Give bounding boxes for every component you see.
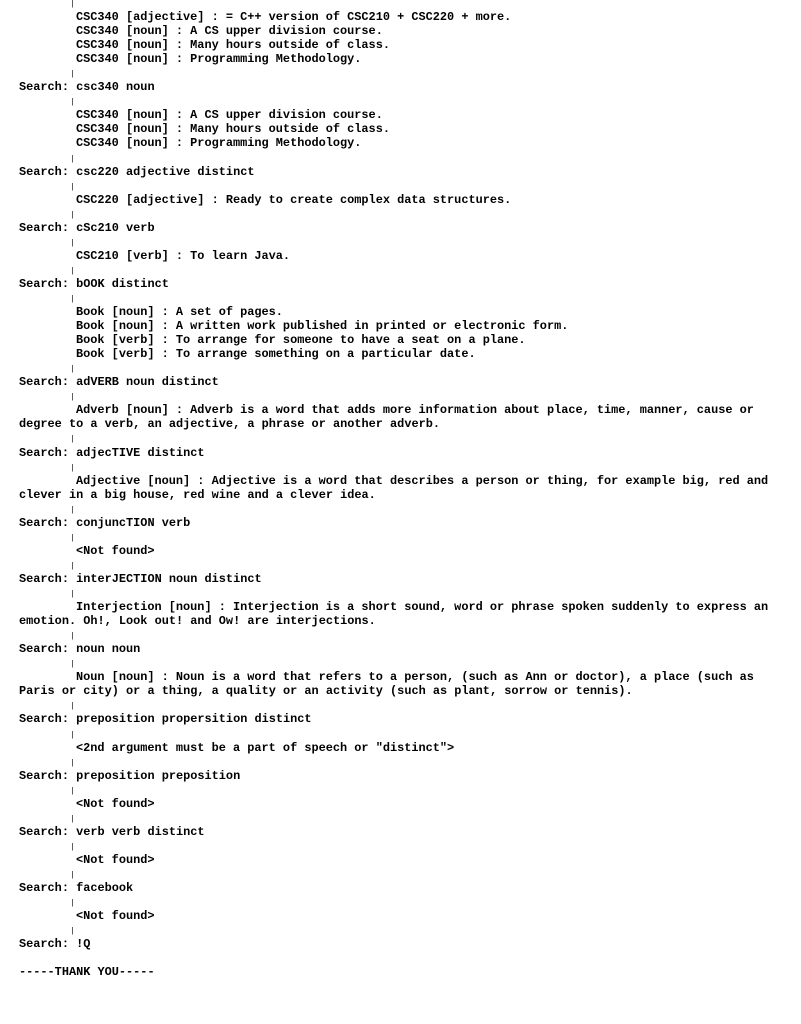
separator-bar: | xyxy=(70,730,75,740)
separator-bar: | xyxy=(70,660,75,670)
result-line: CSC340 [noun] : A CS upper division course. xyxy=(76,108,383,123)
search-prompt-line: Search: csc220 adjective distinct xyxy=(19,164,255,179)
result-line: Adjective [noun] : Adjective is a word that describes a person or thing, for example big, red and clever in a big house, red wine and a clever idea. xyxy=(19,473,776,502)
result-line: CSC340 [noun] : A CS upper division course. xyxy=(76,24,383,39)
result-line: CSC340 [noun] : Programming Methodology. xyxy=(76,136,362,151)
separator-bar: | xyxy=(70,463,75,473)
result-line: <Not found> xyxy=(76,543,155,558)
separator-bar: | xyxy=(70,435,75,445)
search-prompt-line: Search: preposition propersition distinct xyxy=(19,712,312,727)
separator-bar: | xyxy=(70,0,75,9)
separator-bar: | xyxy=(70,98,75,108)
console-output xyxy=(19,0,794,979)
search-prompt-line: Search: facebook xyxy=(19,881,134,896)
result-line: CSC340 [noun] : Programming Methodology. xyxy=(76,52,362,67)
search-prompt-line: Search: bOOK distinct xyxy=(19,276,169,291)
separator-bar: | xyxy=(70,210,75,220)
search-prompt-line: Search: conjuncTION verb xyxy=(19,515,191,530)
result-line: CSC340 [noun] : Many hours outside of class. xyxy=(76,38,390,53)
separator-bar: | xyxy=(70,702,75,712)
thank-you-footer: -----THANK YOU----- xyxy=(19,965,155,980)
separator-bar: | xyxy=(70,561,75,571)
separator-bar: | xyxy=(70,238,75,248)
separator-bar: | xyxy=(70,294,75,304)
result-line: Book [noun] : A written work published in printed or electronic form. xyxy=(76,319,569,334)
separator-bar: | xyxy=(70,927,75,937)
search-prompt-line: Search: verb verb distinct xyxy=(19,824,205,839)
search-prompt-line: Search: adjecTIVE distinct xyxy=(19,445,205,460)
search-prompt-line: Search: adVERB noun distinct xyxy=(19,375,219,390)
result-line: <Not found> xyxy=(76,796,155,811)
search-prompt-line: Search: csc340 noun xyxy=(19,80,155,95)
result-line: Noun [noun] : Noun is a word that refers to a person, (such as Ann or doctor), a place (such as Paris or city) or a thing, a quality or an activity (such as plant, sorrow or tennis). xyxy=(19,670,762,699)
separator-bar: | xyxy=(70,814,75,824)
search-prompt-line: Search: interJECTION noun distinct xyxy=(19,571,262,586)
separator-bar: | xyxy=(70,266,75,276)
separator-bar: | xyxy=(70,154,75,164)
result-line: <2nd argument must be a part of speech or "distinct"> xyxy=(76,740,455,755)
separator-bar: | xyxy=(70,632,75,642)
search-prompt-line: Search: preposition preposition xyxy=(19,768,241,783)
separator-bar: | xyxy=(70,758,75,768)
result-line: Book [verb] : To arrange for someone to have a seat on a plane. xyxy=(76,333,526,348)
result-line: Book [verb] : To arrange something on a particular date. xyxy=(76,347,476,362)
separator-bar: | xyxy=(70,70,75,80)
separator-bar: | xyxy=(70,365,75,375)
separator-bar: | xyxy=(70,842,75,852)
result-line: CSC340 [adjective] : = C++ version of CSC210 + CSC220 + more. xyxy=(76,10,512,25)
result-line: Adverb [noun] : Adverb is a word that adds more information about place, time, manner, cause or degree to a verb, an adjective, a phrase or another adverb. xyxy=(19,403,762,432)
separator-bar: | xyxy=(70,899,75,909)
result-line: Book [noun] : A set of pages. xyxy=(76,305,283,320)
search-prompt-line: Search: cSc210 verb xyxy=(19,220,155,235)
search-prompt-line: Search: !Q xyxy=(19,937,91,952)
blank-line xyxy=(19,951,794,965)
search-prompt-line: Search: noun noun xyxy=(19,642,141,657)
separator-bar: | xyxy=(70,393,75,403)
separator-bar: | xyxy=(70,870,75,880)
result-line: <Not found> xyxy=(76,909,155,924)
result-line: CSC220 [adjective] : Ready to create complex data structures. xyxy=(76,192,512,207)
result-line: CSC210 [verb] : To learn Java. xyxy=(76,248,291,263)
separator-bar: | xyxy=(70,786,75,796)
result-line: Interjection [noun] : Interjection is a short sound, word or phrase spoken suddenly to express an emotion. Oh!, Look out! and Ow! are interjections. xyxy=(19,600,776,629)
result-line: <Not found> xyxy=(76,852,155,867)
separator-bar: | xyxy=(70,590,75,599)
separator-bar: | xyxy=(70,182,75,192)
separator-bar: | xyxy=(70,505,75,515)
result-line: CSC340 [noun] : Many hours outside of class. xyxy=(76,122,390,137)
separator-bar: | xyxy=(70,533,75,543)
